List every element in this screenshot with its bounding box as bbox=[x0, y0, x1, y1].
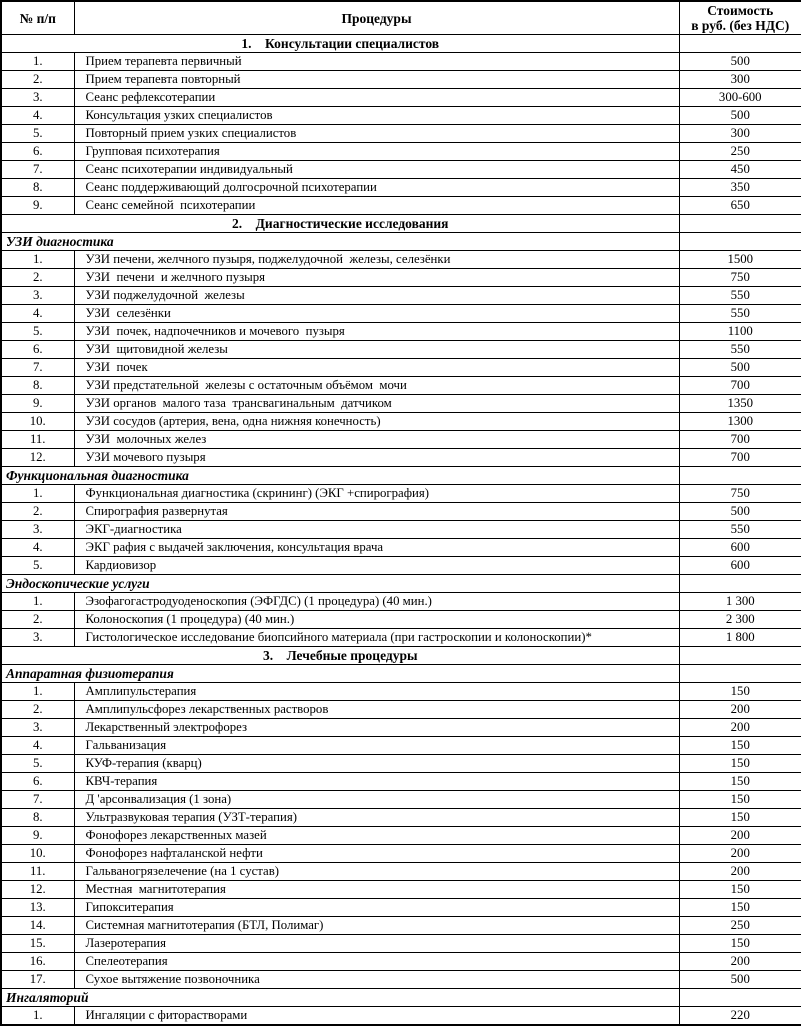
procedure-name: Групповая психотерапия bbox=[74, 143, 679, 161]
table-row bbox=[1, 665, 801, 683]
table-row bbox=[1, 953, 801, 971]
price-value: 500 bbox=[679, 107, 801, 125]
empty-price-cell bbox=[679, 35, 801, 53]
table-row bbox=[1, 485, 801, 503]
row-number: 5. bbox=[1, 323, 74, 341]
procedure-name: Гипокситерапия bbox=[74, 899, 679, 917]
row-number: 10. bbox=[1, 845, 74, 863]
price-value: 650 bbox=[679, 197, 801, 215]
price-value: 750 bbox=[679, 269, 801, 287]
table-row bbox=[1, 611, 801, 629]
procedure-name: УЗИ селезёнки bbox=[74, 305, 679, 323]
table-row bbox=[1, 269, 801, 287]
subsection-title: Функциональная диагностика bbox=[1, 467, 679, 485]
procedure-name: Гистологическое исследование биопсийного материала (при гастроскопии и колоноскопии)* bbox=[74, 629, 679, 647]
row-number: 4. bbox=[1, 305, 74, 323]
price-value: 150 bbox=[679, 737, 801, 755]
table-row bbox=[1, 431, 801, 449]
row-number: 2. bbox=[1, 503, 74, 521]
procedure-name: КУФ-терапия (кварц) bbox=[74, 755, 679, 773]
price-value: 300 bbox=[679, 125, 801, 143]
table-row bbox=[1, 251, 801, 269]
price-value: 200 bbox=[679, 953, 801, 971]
row-number: 17. bbox=[1, 971, 74, 989]
table-row bbox=[1, 215, 801, 233]
row-number: 6. bbox=[1, 773, 74, 791]
price-value: 200 bbox=[679, 863, 801, 881]
price-value: 700 bbox=[679, 431, 801, 449]
row-number: 11. bbox=[1, 431, 74, 449]
row-number: 5. bbox=[1, 755, 74, 773]
procedure-name: Ингаляции с фиторастворами bbox=[74, 1007, 679, 1025]
procedure-name: Амплипульстерапия bbox=[74, 683, 679, 701]
table-row bbox=[1, 917, 801, 935]
table-row bbox=[1, 539, 801, 557]
price-value: 150 bbox=[679, 881, 801, 899]
price-value: 150 bbox=[679, 683, 801, 701]
table-header-row bbox=[1, 1, 801, 35]
procedure-name: Д 'арсонвализация (1 зона) bbox=[74, 791, 679, 809]
price-value: 150 bbox=[679, 899, 801, 917]
procedure-name: УЗИ органов малого таза трансвагинальным датчиком bbox=[74, 395, 679, 413]
row-number: 12. bbox=[1, 449, 74, 467]
row-number: 6. bbox=[1, 143, 74, 161]
empty-price-cell bbox=[679, 215, 801, 233]
table-row bbox=[1, 737, 801, 755]
table-row bbox=[1, 161, 801, 179]
procedure-name: Эзофагогастродуоденоскопия (ЭФГДС) (1 процедура) (40 мин.) bbox=[74, 593, 679, 611]
price-value: 700 bbox=[679, 449, 801, 467]
row-number: 1. bbox=[1, 53, 74, 71]
procedure-name: Консультация узких специалистов bbox=[74, 107, 679, 125]
table-row bbox=[1, 935, 801, 953]
subsection-title: Эндоскопические услуги bbox=[1, 575, 679, 593]
table-row bbox=[1, 143, 801, 161]
price-value: 1500 bbox=[679, 251, 801, 269]
row-number: 5. bbox=[1, 557, 74, 575]
table-row bbox=[1, 845, 801, 863]
table-row bbox=[1, 287, 801, 305]
procedure-name: Сеанс психотерапии индивидуальный bbox=[74, 161, 679, 179]
header-cell-price bbox=[679, 1, 801, 35]
procedure-name: Гальваногрязелечение (на 1 сустав) bbox=[74, 863, 679, 881]
procedure-name: УЗИ печени, желчного пузыря, поджелудочной железы, селезёнки bbox=[74, 251, 679, 269]
row-number: 14. bbox=[1, 917, 74, 935]
table-row bbox=[1, 53, 801, 71]
row-number: 2. bbox=[1, 269, 74, 287]
subsection-title: УЗИ диагностика bbox=[1, 233, 679, 251]
procedure-name: УЗИ молочных желез bbox=[74, 431, 679, 449]
row-number: 5. bbox=[1, 125, 74, 143]
procedure-name: Повторный прием узких специалистов bbox=[74, 125, 679, 143]
table-row bbox=[1, 809, 801, 827]
price-value: 200 bbox=[679, 845, 801, 863]
procedure-name: Лазеротерапия bbox=[74, 935, 679, 953]
header-cell-number: № п/п bbox=[1, 1, 74, 35]
price-value: 1350 bbox=[679, 395, 801, 413]
row-number: 15. bbox=[1, 935, 74, 953]
row-number: 8. bbox=[1, 179, 74, 197]
procedure-name: УЗИ печени и желчного пузыря bbox=[74, 269, 679, 287]
table-row bbox=[1, 899, 801, 917]
procedure-name: Лекарственный электрофорез bbox=[74, 719, 679, 737]
section-title: 3. Лечебные процедуры bbox=[1, 647, 679, 665]
procedure-name: Сеанс поддерживающий долгосрочной психотерапии bbox=[74, 179, 679, 197]
table-row bbox=[1, 323, 801, 341]
procedure-name: Прием терапевта повторный bbox=[74, 71, 679, 89]
procedure-name: Системная магнитотерапия (БТЛ, Полимаг) bbox=[74, 917, 679, 935]
price-value: 200 bbox=[679, 719, 801, 737]
table-row bbox=[1, 467, 801, 485]
procedure-name: Гальванизация bbox=[74, 737, 679, 755]
table-row bbox=[1, 233, 801, 251]
table-row bbox=[1, 881, 801, 899]
price-value: 220 bbox=[679, 1007, 801, 1025]
table-row bbox=[1, 71, 801, 89]
row-number: 9. bbox=[1, 395, 74, 413]
table-row bbox=[1, 413, 801, 431]
price-value: 500 bbox=[679, 53, 801, 71]
table-row bbox=[1, 503, 801, 521]
table-row bbox=[1, 647, 801, 665]
table-row bbox=[1, 125, 801, 143]
price-value: 1 800 bbox=[679, 629, 801, 647]
price-value: 700 bbox=[679, 377, 801, 395]
row-number: 7. bbox=[1, 359, 74, 377]
section-title: 1. Консультации специалистов bbox=[1, 35, 679, 53]
table-row bbox=[1, 305, 801, 323]
price-value: 250 bbox=[679, 143, 801, 161]
row-number: 12. bbox=[1, 881, 74, 899]
table-header bbox=[1, 1, 801, 35]
table-row bbox=[1, 35, 801, 53]
empty-price-cell bbox=[679, 989, 801, 1007]
price-value: 500 bbox=[679, 971, 801, 989]
row-number: 1. bbox=[1, 593, 74, 611]
row-number: 3. bbox=[1, 719, 74, 737]
table-row bbox=[1, 1007, 801, 1025]
table-row bbox=[1, 701, 801, 719]
procedure-name: КВЧ-терапия bbox=[74, 773, 679, 791]
price-value: 200 bbox=[679, 701, 801, 719]
row-number: 1. bbox=[1, 251, 74, 269]
empty-price-cell bbox=[679, 575, 801, 593]
row-number: 7. bbox=[1, 791, 74, 809]
section-title: 2. Диагностические исследования bbox=[1, 215, 679, 233]
price-value: 150 bbox=[679, 791, 801, 809]
procedure-name: Сухое вытяжение позвоночника bbox=[74, 971, 679, 989]
procedure-name: УЗИ сосудов (артерия, вена, одна нижняя конечность) bbox=[74, 413, 679, 431]
row-number: 4. bbox=[1, 107, 74, 125]
price-value: 550 bbox=[679, 341, 801, 359]
row-number: 3. bbox=[1, 629, 74, 647]
procedure-name: Ультразвуковая терапия (УЗТ-терапия) bbox=[74, 809, 679, 827]
table-row bbox=[1, 791, 801, 809]
table-row bbox=[1, 557, 801, 575]
price-value: 750 bbox=[679, 485, 801, 503]
price-value: 450 bbox=[679, 161, 801, 179]
procedure-name: ЭКГ рафия с выдачей заключения, консультация врача bbox=[74, 539, 679, 557]
price-value: 350 bbox=[679, 179, 801, 197]
header-price-line2: в руб. (без НДС) bbox=[691, 18, 790, 34]
price-value: 250 bbox=[679, 917, 801, 935]
table-row bbox=[1, 989, 801, 1007]
procedure-name: Спелеотерапия bbox=[74, 953, 679, 971]
row-number: 2. bbox=[1, 611, 74, 629]
row-number: 7. bbox=[1, 161, 74, 179]
price-value: 300 bbox=[679, 71, 801, 89]
row-number: 8. bbox=[1, 377, 74, 395]
price-value: 2 300 bbox=[679, 611, 801, 629]
procedure-name: Сеанс семейной психотерапии bbox=[74, 197, 679, 215]
row-number: 6. bbox=[1, 341, 74, 359]
price-value: 200 bbox=[679, 827, 801, 845]
procedure-name: Амплипульсфорез лекарственных растворов bbox=[74, 701, 679, 719]
row-number: 16. bbox=[1, 953, 74, 971]
table-row bbox=[1, 683, 801, 701]
empty-price-cell bbox=[679, 665, 801, 683]
procedure-name: Функциональная диагностика (скрининг) (ЭКГ +спирография) bbox=[74, 485, 679, 503]
price-value: 500 bbox=[679, 359, 801, 377]
procedure-name: Местная магнитотерапия bbox=[74, 881, 679, 899]
row-number: 4. bbox=[1, 539, 74, 557]
price-value: 150 bbox=[679, 809, 801, 827]
empty-price-cell bbox=[679, 647, 801, 665]
procedure-name: Сеанс рефлексотерапии bbox=[74, 89, 679, 107]
table-row bbox=[1, 755, 801, 773]
table-row bbox=[1, 449, 801, 467]
row-number: 3. bbox=[1, 89, 74, 107]
row-number: 1. bbox=[1, 683, 74, 701]
table-row bbox=[1, 575, 801, 593]
row-number: 10. bbox=[1, 413, 74, 431]
row-number: 13. bbox=[1, 899, 74, 917]
procedure-name: ЭКГ-диагностика bbox=[74, 521, 679, 539]
price-value: 1300 bbox=[679, 413, 801, 431]
table-row bbox=[1, 341, 801, 359]
row-number: 4. bbox=[1, 737, 74, 755]
row-number: 11. bbox=[1, 863, 74, 881]
price-value: 600 bbox=[679, 539, 801, 557]
table-row bbox=[1, 521, 801, 539]
row-number: 3. bbox=[1, 287, 74, 305]
table-row bbox=[1, 395, 801, 413]
row-number: 1. bbox=[1, 1007, 74, 1025]
price-value: 600 bbox=[679, 557, 801, 575]
table-row bbox=[1, 773, 801, 791]
price-value: 550 bbox=[679, 305, 801, 323]
procedure-name: УЗИ мочевого пузыря bbox=[74, 449, 679, 467]
price-value: 1100 bbox=[679, 323, 801, 341]
table-row bbox=[1, 179, 801, 197]
table-row bbox=[1, 971, 801, 989]
empty-price-cell bbox=[679, 467, 801, 485]
price-value: 300-600 bbox=[679, 89, 801, 107]
procedure-name: УЗИ почек, надпочечников и мочевого пузыря bbox=[74, 323, 679, 341]
table-row bbox=[1, 719, 801, 737]
procedure-name: Спирография развернутая bbox=[74, 503, 679, 521]
row-number: 8. bbox=[1, 809, 74, 827]
table-row bbox=[1, 359, 801, 377]
row-number: 2. bbox=[1, 701, 74, 719]
procedure-name: Фонофорез нафталанской нефти bbox=[74, 845, 679, 863]
row-number: 9. bbox=[1, 827, 74, 845]
procedure-name: Кардиовизор bbox=[74, 557, 679, 575]
table-row bbox=[1, 593, 801, 611]
price-value: 550 bbox=[679, 521, 801, 539]
header-cell-procedures: Процедуры bbox=[74, 1, 679, 35]
table-row bbox=[1, 629, 801, 647]
row-number: 9. bbox=[1, 197, 74, 215]
row-number: 3. bbox=[1, 521, 74, 539]
row-number: 1. bbox=[1, 485, 74, 503]
table-row bbox=[1, 107, 801, 125]
price-value: 150 bbox=[679, 773, 801, 791]
table-body bbox=[1, 35, 801, 1025]
price-value: 150 bbox=[679, 935, 801, 953]
table-row bbox=[1, 827, 801, 845]
table-row bbox=[1, 89, 801, 107]
procedure-name: УЗИ предстательной железы с остаточным объёмом мочи bbox=[74, 377, 679, 395]
procedure-name: УЗИ почек bbox=[74, 359, 679, 377]
subsection-title: Аппаратная физиотерапия bbox=[1, 665, 679, 683]
procedure-name: Прием терапевта первичный bbox=[74, 53, 679, 71]
price-value: 500 bbox=[679, 503, 801, 521]
empty-price-cell bbox=[679, 233, 801, 251]
table-row bbox=[1, 377, 801, 395]
procedure-name: Колоноскопия (1 процедура) (40 мин.) bbox=[74, 611, 679, 629]
price-value: 550 bbox=[679, 287, 801, 305]
table-row bbox=[1, 863, 801, 881]
header-price-line1: Стоимость bbox=[707, 3, 774, 18]
price-value: 150 bbox=[679, 755, 801, 773]
procedure-name: УЗИ щитовидной железы bbox=[74, 341, 679, 359]
row-number: 2. bbox=[1, 71, 74, 89]
price-value: 1 300 bbox=[679, 593, 801, 611]
procedure-name: Фонофорез лекарственных мазей bbox=[74, 827, 679, 845]
subsection-title: Ингаляторий bbox=[1, 989, 679, 1007]
procedure-name: УЗИ поджелудочной железы bbox=[74, 287, 679, 305]
table-row bbox=[1, 197, 801, 215]
